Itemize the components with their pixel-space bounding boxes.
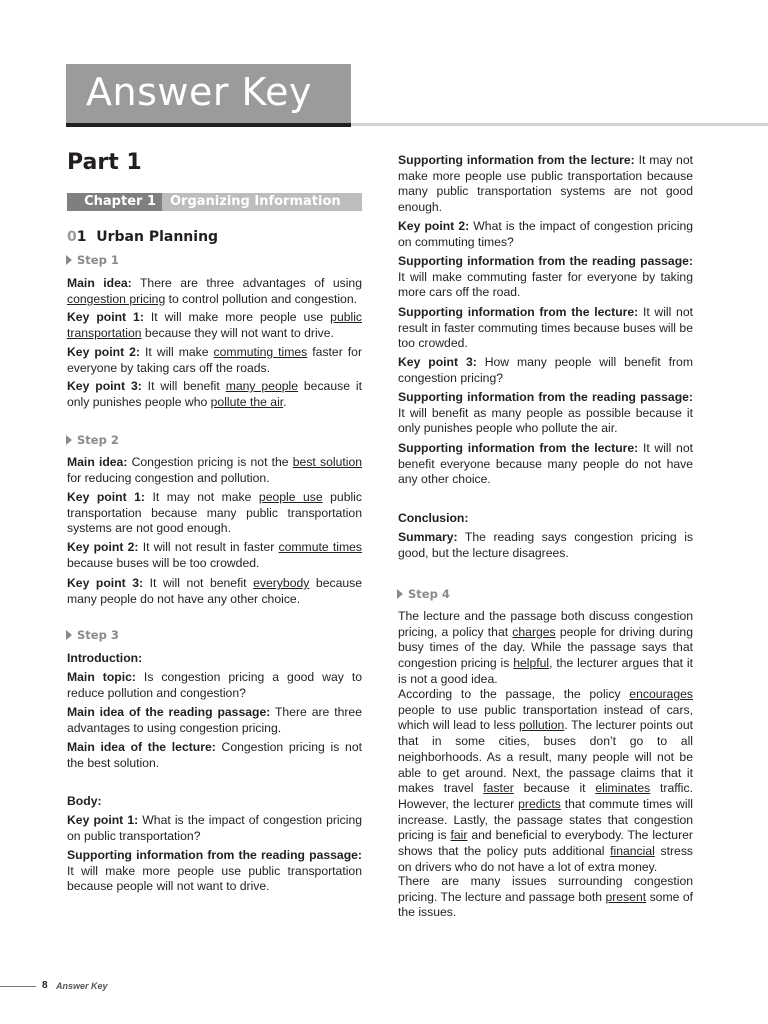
main-idea-lecture <box>67 740 362 771</box>
kp3-reading-support <box>398 390 693 437</box>
text: It will benefit as many people as possible because it only punishes people who pollute the air. <box>398 405 693 436</box>
body-heading <box>67 794 362 810</box>
label: Summary: <box>398 530 458 544</box>
text: It may not make <box>144 490 259 504</box>
answer-blank: faster <box>483 781 514 796</box>
label: Key point 2: <box>398 219 470 233</box>
header-title-box <box>66 64 351 125</box>
text: stress on drivers who do not have a lot of extra money. <box>398 844 694 874</box>
label: Main idea: <box>67 455 128 469</box>
text: The reading says congestion pricing is good, but the lecture disagrees. <box>398 530 693 560</box>
label: Key point 3: <box>67 379 142 393</box>
label: Key point 1: <box>67 813 139 827</box>
step-3-label: Step 3 <box>77 628 119 642</box>
kp3-lecture-support <box>398 441 693 488</box>
step2-key-point-3 <box>67 576 362 607</box>
answer-blank: eliminates <box>595 781 651 796</box>
text: , the lecturer argues that it is not a good idea. <box>398 656 694 686</box>
label: Key point 1: <box>67 490 145 504</box>
summary <box>398 530 693 561</box>
answer-blank: encourages <box>629 687 693 701</box>
section-title <box>67 229 218 245</box>
text: public transportation because many public transportation systems are not good enough. <box>67 490 362 536</box>
answer-blank: predicts <box>518 796 561 811</box>
text: and beneficial to everybody. The lecturer shows that the policy puts additional <box>398 828 693 859</box>
step2-main-idea <box>67 455 362 486</box>
part-title: Part 1 <box>67 150 142 175</box>
answer-blank: everybody <box>253 576 310 590</box>
text: It will make more people use public transportation because people will not want to drive. <box>67 863 362 894</box>
label: Supporting information from the lecture: <box>398 441 639 455</box>
page-title: Answer Key <box>86 70 312 114</box>
text: It will make <box>140 345 214 359</box>
text: It will not result in faster <box>138 540 279 554</box>
label: Main idea of the lecture: <box>67 740 216 754</box>
text: It may not make more people use public transportation because many public transportation systems are not good enough. <box>398 153 693 215</box>
answer-blank: pollute the air <box>210 394 284 409</box>
step1-key-point-3 <box>67 379 362 410</box>
text: There are many issues surrounding congestion pricing. The lecture and passage both <box>398 874 693 904</box>
text: According to the passage, the policy <box>398 687 630 701</box>
step-1-heading <box>66 253 119 267</box>
text: What is the impact of congestion pricing on commuting times? <box>398 219 693 249</box>
text: It will make commuting faster for everyone by taking more cars off the road. <box>398 269 693 300</box>
label: Key point 2: <box>67 345 140 359</box>
main-topic <box>67 670 362 701</box>
text: people to use public transportation instead of cars, which will lead to less <box>398 702 693 733</box>
step-4-label: Step 4 <box>408 587 450 601</box>
triangle-right-icon <box>66 255 72 265</box>
text: It will not result in faster commuting times because buses will be too crowded. <box>398 305 693 351</box>
main-idea-reading <box>67 705 362 736</box>
step-3-heading <box>66 628 119 642</box>
step2-key-point-2 <box>67 540 362 571</box>
conclusion-heading <box>398 511 693 527</box>
label: Key point 1: <box>67 310 144 324</box>
answer-blank: charges <box>512 624 556 639</box>
answer-blank: pollution <box>518 718 565 733</box>
text: traffic. However, the lecturer <box>398 781 693 811</box>
label: Body: <box>67 794 102 808</box>
triangle-right-icon <box>66 630 72 640</box>
text: because it <box>513 781 596 796</box>
introduction-heading <box>67 651 362 667</box>
step-1-label: Step 1 <box>77 253 119 267</box>
body-key-point-1 <box>67 813 362 844</box>
text: It will not benefit <box>143 576 254 590</box>
text: . <box>283 394 287 409</box>
answer-blank: many people <box>225 379 298 393</box>
label: Supporting information from the reading passage: <box>67 848 362 862</box>
chapter-title: Organizing Information <box>170 194 341 209</box>
step4-paragraph-1 <box>398 609 693 688</box>
section-title-text: Urban Planning <box>96 229 219 245</box>
label: Introduction: <box>67 651 143 665</box>
step2-key-point-1 <box>67 490 362 537</box>
step-2-heading <box>66 433 119 447</box>
text: It will benefit <box>141 379 226 393</box>
body-key-point-3 <box>398 355 693 386</box>
answer-blank: best solution <box>292 455 363 469</box>
chapter-bar <box>67 193 362 211</box>
text: some of the issues. <box>398 889 693 920</box>
label: Supporting information from the lecture: <box>398 153 635 167</box>
text: Congestion pricing is not the best solution. <box>67 740 362 770</box>
text: There are three advantages of using <box>131 276 362 290</box>
text: because buses will be too crowded. <box>67 555 260 570</box>
label: Main idea: <box>67 276 132 290</box>
step4-paragraph-3 <box>398 874 693 921</box>
triangle-right-icon <box>66 435 72 445</box>
answer-blank: commute times <box>278 540 362 554</box>
text: Congestion pricing is not the <box>127 455 293 469</box>
step1-main-idea <box>67 276 362 307</box>
text: Is congestion pricing a good way to reduce pollution and congestion? <box>67 670 362 700</box>
step-2-label: Step 2 <box>77 433 119 447</box>
label: Main topic: <box>67 670 136 684</box>
label: Key point 3: <box>398 355 477 369</box>
header-rule <box>66 123 351 127</box>
text: What is the impact of congestion pricing on public transportation? <box>67 813 362 843</box>
label: Supporting information from the reading passage: <box>398 254 693 268</box>
step4-paragraph-2 <box>398 687 693 875</box>
step1-key-point-1 <box>67 310 362 341</box>
kp2-lecture-support <box>398 305 693 352</box>
text: for reducing congestion and pollution. <box>67 470 270 485</box>
text: because they will not want to drive. <box>141 325 334 340</box>
text: because many people do not have any other choice. <box>67 576 362 606</box>
label: Main idea of the reading passage: <box>67 705 271 719</box>
footer-label: Answer Key <box>56 981 108 991</box>
kp1-reading-support <box>67 848 362 895</box>
label: Key point 2: <box>67 540 139 554</box>
triangle-right-icon <box>397 589 403 599</box>
text: The lecture and the passage both discuss congestion pricing, a policy that <box>398 609 693 639</box>
answer-blank: financial <box>610 844 655 859</box>
answer-blank: fair <box>450 828 468 843</box>
label: Conclusion: <box>398 511 469 525</box>
section-number-prefix: 0 <box>67 229 77 245</box>
answer-blank: helpful <box>513 656 550 671</box>
answer-blank: public transportation <box>67 310 363 340</box>
header-rule-light <box>351 123 768 126</box>
footer-rule <box>0 986 36 987</box>
page-number: 8 <box>42 980 48 991</box>
step1-key-point-2 <box>67 345 362 376</box>
answer-blank: commuting times <box>213 345 308 359</box>
answer-blank: present <box>605 889 647 904</box>
text: . The lecturer points out that in some cities, buses don’t go to all neighborhoods. As a result, many people will not be able to get around. Next, the passage claims that it makes travel <box>398 718 693 796</box>
section-number-suffix: 1 <box>76 229 87 245</box>
kp2-reading-support <box>398 254 693 301</box>
body-key-point-2 <box>398 219 693 250</box>
text: How many people will benefit from congestion pricing? <box>398 355 693 385</box>
text: It will not benefit everyone because many people do not have any other choice. <box>398 441 693 487</box>
answer-blank: congestion pricing <box>67 291 166 306</box>
label: Supporting information from the reading passage: <box>398 390 693 404</box>
text: faster for everyone by taking cars off the roads. <box>67 345 363 375</box>
label: Supporting information from the lecture: <box>398 305 639 319</box>
text: to control pollution and congestion. <box>165 291 357 306</box>
label: Key point 3: <box>67 576 144 590</box>
answer-blank: people use <box>258 490 323 504</box>
text: There are three advantages to using congestion pricing. <box>67 705 362 735</box>
text: that commute times will increase. Lastly, the passage states that congestion pricing is <box>398 796 693 843</box>
text: It will make more people use <box>143 310 331 324</box>
kp1-lecture-support <box>398 153 693 216</box>
text: people for driving during busy times of the day. While the passage says that congestion pricing is <box>398 624 693 671</box>
text: because it only punishes people who <box>67 379 362 409</box>
chapter-label: Chapter 1 <box>67 193 162 211</box>
step-4-heading <box>397 587 450 601</box>
